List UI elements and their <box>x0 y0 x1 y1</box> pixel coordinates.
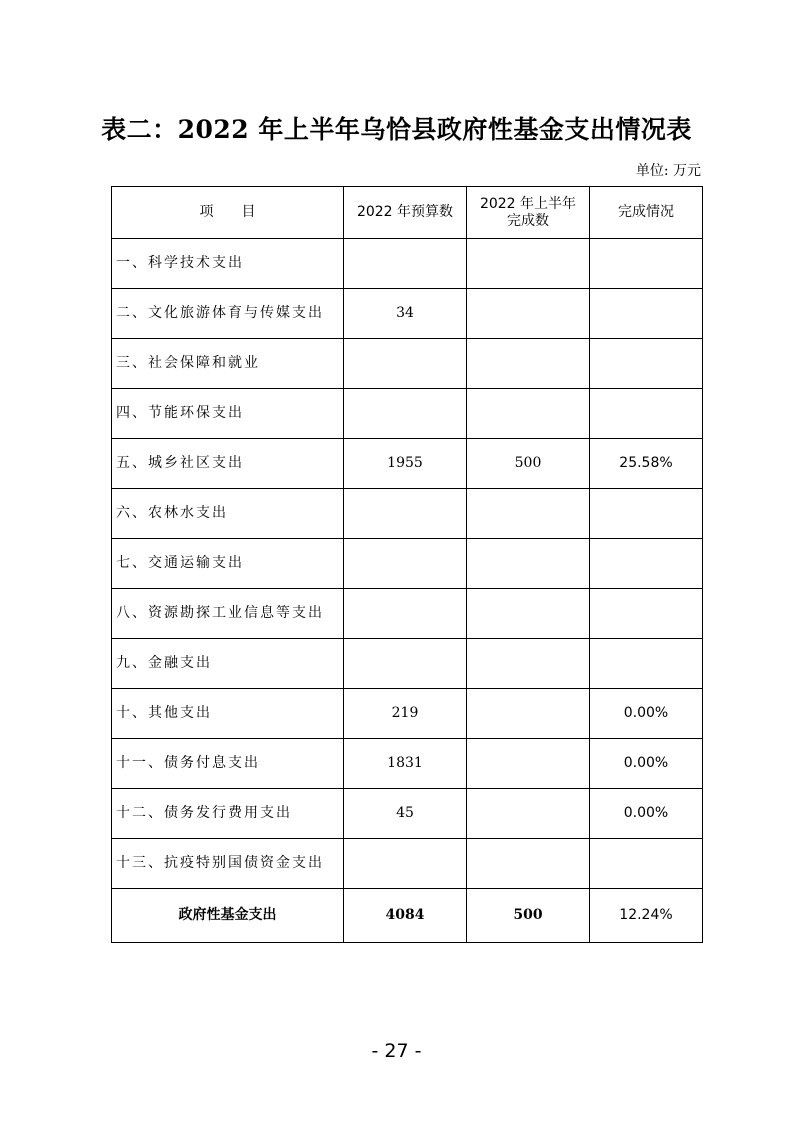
cell-completed <box>467 639 590 689</box>
cell-rate <box>590 489 703 539</box>
table-row <box>112 539 703 589</box>
table-header-row <box>112 187 703 239</box>
table-row <box>112 239 703 289</box>
cell-item: 十二、债务发行费用支出 <box>112 789 344 839</box>
total-completed: 500 <box>467 889 590 943</box>
table-row <box>112 339 703 389</box>
cell-item: 七、交通运输支出 <box>112 539 344 589</box>
header-budget: 2022 年预算数 <box>344 187 467 239</box>
cell-rate <box>590 539 703 589</box>
cell-item: 十、其他支出 <box>112 689 344 739</box>
cell-item: 四、节能环保支出 <box>112 389 344 439</box>
cell-budget: 34 <box>344 289 467 339</box>
header-item: 项 目 <box>112 187 344 239</box>
header-completed-line1: 2022 年上半年 <box>479 195 577 212</box>
cell-completed <box>467 539 590 589</box>
cell-completed <box>467 589 590 639</box>
cell-rate: 0.00% <box>590 689 703 739</box>
cell-completed <box>467 689 590 739</box>
cell-item: 八、资源勘探工业信息等支出 <box>112 589 344 639</box>
cell-rate <box>590 839 703 889</box>
header-completed-line2: 完成数 <box>507 212 549 229</box>
table-row <box>112 689 703 739</box>
header-completed <box>467 187 590 239</box>
cell-rate: 0.00% <box>590 789 703 839</box>
cell-budget <box>344 339 467 389</box>
total-rate: 12.24% <box>590 889 703 943</box>
cell-rate: 0.00% <box>590 739 703 789</box>
cell-completed <box>467 839 590 889</box>
cell-item: 三、社会保障和就业 <box>112 339 344 389</box>
table-row <box>112 839 703 889</box>
table-row <box>112 739 703 789</box>
page-title: 表二：2022 年上半年乌恰县政府性基金支出情况表 <box>101 115 692 144</box>
cell-item: 一、科学技术支出 <box>112 239 344 289</box>
cell-rate <box>590 639 703 689</box>
table-row <box>112 439 703 489</box>
cell-completed: 500 <box>467 439 590 489</box>
cell-item: 二、文化旅游体育与传媒支出 <box>112 289 344 339</box>
cell-rate: 25.58% <box>590 439 703 489</box>
cell-rate <box>590 389 703 439</box>
cell-completed <box>467 789 590 839</box>
unit-label: 单位: 万元 <box>635 163 701 179</box>
expenditure-table <box>111 186 703 943</box>
cell-item: 九、金融支出 <box>112 639 344 689</box>
cell-item: 六、农林水支出 <box>112 489 344 539</box>
cell-rate <box>590 339 703 389</box>
table-total-row <box>112 889 703 943</box>
cell-rate <box>590 289 703 339</box>
cell-budget <box>344 639 467 689</box>
cell-completed <box>467 389 590 439</box>
cell-budget <box>344 489 467 539</box>
table-row <box>112 489 703 539</box>
cell-budget: 219 <box>344 689 467 739</box>
cell-item: 五、城乡社区支出 <box>112 439 344 489</box>
cell-budget <box>344 839 467 889</box>
header-rate: 完成情况 <box>590 187 703 239</box>
table-row <box>112 789 703 839</box>
cell-budget: 1831 <box>344 739 467 789</box>
cell-completed <box>467 739 590 789</box>
total-item: 政府性基金支出 <box>112 889 344 943</box>
cell-completed <box>467 239 590 289</box>
cell-budget <box>344 589 467 639</box>
cell-completed <box>467 339 590 389</box>
table-row <box>112 289 703 339</box>
page-number: - 27 - <box>371 1040 422 1062</box>
cell-completed <box>467 489 590 539</box>
cell-budget <box>344 539 467 589</box>
cell-budget: 1955 <box>344 439 467 489</box>
total-budget: 4084 <box>344 889 467 943</box>
cell-budget <box>344 239 467 289</box>
cell-rate <box>590 239 703 289</box>
cell-budget: 45 <box>344 789 467 839</box>
cell-item: 十一、债务付息支出 <box>112 739 344 789</box>
table-row <box>112 389 703 439</box>
table-row <box>112 639 703 689</box>
cell-budget <box>344 389 467 439</box>
cell-item: 十三、抗疫特别国债资金支出 <box>112 839 344 889</box>
cell-rate <box>590 589 703 639</box>
cell-completed <box>467 289 590 339</box>
table-row <box>112 589 703 639</box>
